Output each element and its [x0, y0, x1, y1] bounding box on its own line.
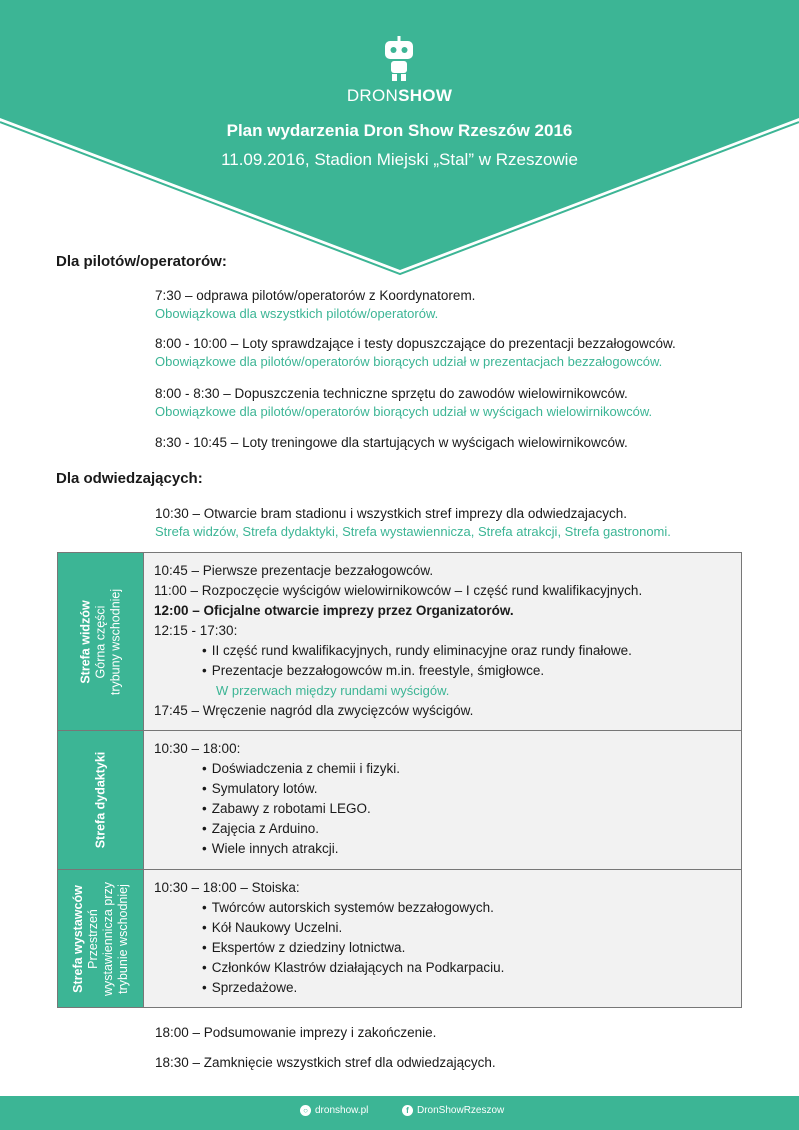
- zone-label: Strefa dydaktyki: [58, 731, 144, 870]
- website-link[interactable]: ○ dronshow.pl: [300, 1105, 368, 1116]
- bullet-item: • Członków Klastrów działających na Podkarpaciu.: [154, 958, 741, 978]
- bullet-item: • Twórców autorskich systemów bezzałogowych.: [154, 898, 741, 918]
- bullet-note: W przerwach między rundami wyścigów.: [216, 683, 450, 698]
- globe-icon: ○: [300, 1105, 311, 1116]
- schedule-line: 12:15 - 17:30:: [154, 623, 238, 638]
- pilot-item: 8:00 - 10:00 – Loty sprawdzające i testy dopuszczające do prezentacji bezzałogowców. Obowiązkowe dla pilotów/operatorów biorących udział w prezentacjach bezzałogowców.: [155, 336, 676, 369]
- closing-item: 18:00 – Podsumowanie imprezy i zakończenie.: [155, 1025, 437, 1040]
- bullet-item: • II część rund kwalifikacyjnych, rundy eliminacyjne oraz rundy finałowe.: [154, 641, 741, 661]
- bullet-item: • Symulatory lotów.: [154, 779, 741, 799]
- page-title: Plan wydarzenia Dron Show Rzeszów 2016: [226, 121, 573, 140]
- facebook-link[interactable]: f DronShowRzeszow: [402, 1105, 504, 1116]
- zone-content: [144, 553, 742, 731]
- zones-table: [57, 552, 742, 1008]
- zone-label: Strefa widzów Górna części trybuny wschodniej: [58, 553, 144, 731]
- zone-label: Strefa wystawców Przestrzeń wystawiennicza przy trybunie wschodniej: [58, 870, 144, 1008]
- footer: [0, 1096, 799, 1130]
- pilots-heading: Dla pilotów/operatorów:: [56, 253, 227, 270]
- facebook-icon: f: [402, 1105, 413, 1116]
- schedule-line: 11:00 – Rozpoczęcie wyścigów wielowirnikowców – I część rund kwalifikacyjnych.: [154, 583, 643, 598]
- pilot-item: 8:30 - 10:45 – Loty treningowe dla startujących w wyścigach wielowirnikowców.: [155, 435, 628, 450]
- bullet-item: • Kół Naukowy Uczelni.: [154, 918, 741, 938]
- bullet-item: • Sprzedażowe.: [154, 978, 741, 998]
- page-subtitle: 11.09.2016, Stadion Miejski „Stal” w Rzeszowie: [221, 150, 578, 169]
- zone-row: [58, 553, 742, 731]
- pilot-item: 8:00 - 8:30 – Dopuszczenia techniczne sprzętu do zawodów wielowirnikowców. Obowiązkowe dla pilotów/operatorów biorących udział w wyścigach wielowirnikowców.: [155, 386, 653, 419]
- bullet-item: • Zabawy z robotami LEGO.: [154, 799, 741, 819]
- schedule-line: 10:30 – 18:00 – Stoiska:: [154, 880, 300, 895]
- zone-content: [144, 870, 742, 1008]
- zone-content: [144, 731, 742, 870]
- drone-robot-logo-icon: [381, 36, 417, 82]
- opening-item: 10:30 – Otwarcie bram stadionu i wszystkich stref imprezy dla odwiedzajacych. Strefa widzów, Strefa dydaktyki, Strefa wystawiennicza, Strefa atrakcji, Strefa gastronomi.: [155, 506, 671, 539]
- bullet-item: • Doświadczenia z chemii i fizyki.: [154, 759, 741, 779]
- bullet-item: • Wiele innych atrakcji.: [154, 839, 741, 859]
- pilot-item: 7:30 – odprawa pilotów/operatorów z Koordynatorem. Obowiązkowa dla wszystkich pilotów/operatorów.: [155, 288, 476, 321]
- bullet-item: • Ekspertów z dziedziny lotnictwa.: [154, 938, 741, 958]
- schedule-line: 10:30 – 18:00:: [154, 741, 241, 756]
- bullet-item: • Prezentacje bezzałogowców m.in. freestyle, śmigłowce.: [154, 661, 741, 681]
- schedule-line: 10:45 – Pierwsze prezentacje bezzałogowców.: [154, 563, 434, 578]
- visitors-heading: Dla odwiedzających:: [56, 470, 203, 487]
- schedule-line: 12:00 – Oficjalne otwarcie imprezy przez Organizatorów.: [154, 603, 514, 618]
- zone-row: [58, 870, 742, 1008]
- zone-row: [58, 731, 742, 870]
- brand-name: DRONSHOW: [346, 86, 453, 105]
- bullet-item: • Zajęcia z Arduino.: [154, 819, 741, 839]
- closing-item: 18:30 – Zamknięcie wszystkich stref dla odwiedzających.: [155, 1055, 496, 1070]
- schedule-line: 17:45 – Wręczenie nagród dla zwycięzców wyścigów.: [154, 703, 474, 718]
